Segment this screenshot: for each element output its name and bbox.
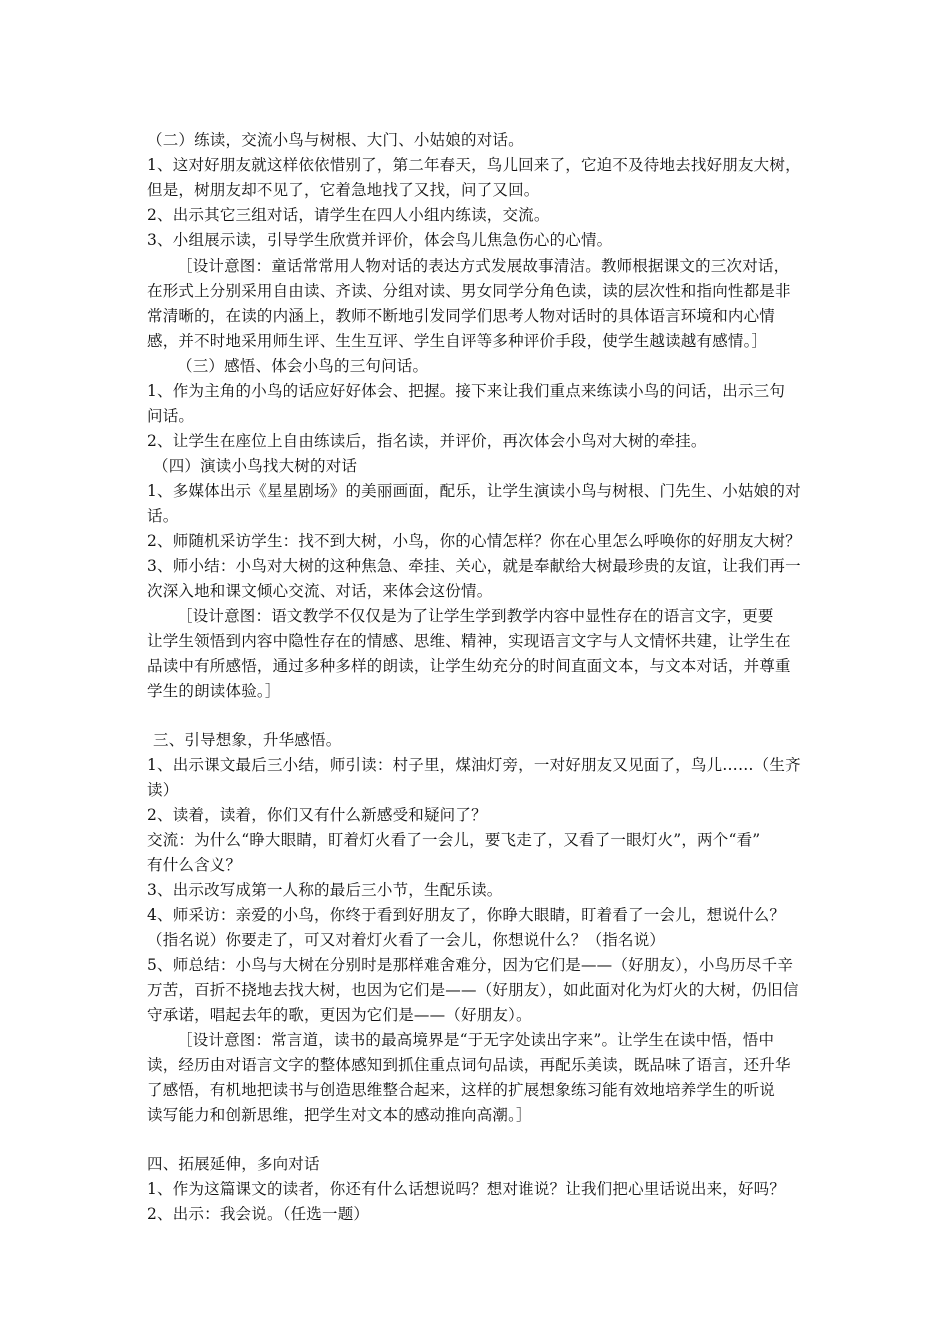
text-line: 话。 [147, 507, 179, 525]
section-heading: （二）练读，交流小鸟与树根、大门、小姑娘的对话。 [147, 131, 524, 149]
text-line: 1、这对好朋友就这样依依惜别了，第二年春天，鸟儿回来了，它迫不及待地去找好朋友大树， [147, 156, 801, 174]
text-line: 2、让学生在座位上自由练读后，指名读，并评价，再次体会小鸟对大树的牵挂。 [147, 432, 707, 450]
text-line: 3、师小结：小鸟对大树的这种焦急、牵挂、关心，就是奉献给大树最珍贵的友谊，让我们再一 [147, 557, 801, 575]
text-line: 守承诺，唱起去年的歌，更因为它们是——（好朋友）。 [147, 1006, 532, 1024]
design-intent-line: ［设计意图：童话常常用人物对话的表达方式发展故事清洁。教师根据课文的三次对话， [177, 257, 790, 275]
design-intent-line: ［设计意图：常言道，读书的最高境界是“于无字处读出字来”。让学生在读中悟，悟中 [177, 1031, 775, 1049]
text-line: 1、作为主角的小鸟的话应好好体会、把握。接下来让我们重点来练读小鸟的问话，出示三句 [147, 382, 786, 400]
text-line: 4、师采访：亲爱的小鸟，你终于看到好朋友了，你睁大眼睛，盯着看了一会儿，想说什么？ [147, 906, 786, 924]
text-line: 2、出示：我会说。（任选一题） [147, 1205, 370, 1223]
text-line: 问话。 [147, 407, 195, 425]
text-line: 1、出示课文最后三小结，师引读：村子里，煤油灯旁，一对好朋友又见面了，鸟儿……（生齐 [147, 756, 801, 774]
text-line: 品读中有所感悟，通过多种多样的朗读，让学生幼充分的时间直面文本，与文本对话，并尊重 [147, 657, 791, 675]
text-line: 交流：为什么“睁大眼睛，盯着灯火看了一会儿，要飞走了，又看了一眼灯火”，两个“看” [147, 831, 761, 849]
text-line: 让学生领悟到内容中隐性存在的情感、思维、精神，实现语言文字与人文情怀共建，让学生在 [147, 632, 791, 650]
text-line: 常清晰的，在读的内涵上，教师不断地引发同学们思考人物对话时的具体语言环境和内心情 [147, 307, 776, 325]
section-heading: 三、引导想象，升华感悟。 [153, 731, 342, 749]
text-line: 万苦，百折不挠地去找大树，也因为它们是——（好朋友），如此面对化为灯火的大树，仍旧信 [147, 981, 799, 999]
text-line: 学生的朗读体验。］ [147, 682, 281, 700]
text-line: 但是，树朋友却不见了，它着急地找了又找，问了又回。 [147, 181, 540, 199]
text-line: 2、师随机采访学生：找不到大树，小鸟，你的心情怎样？你在心里怎么呼唤你的好朋友大树？ [147, 532, 801, 550]
text-line: 3、小组展示读，引导学生欣赏并评价，体会鸟儿焦急伤心的心情。 [147, 231, 613, 249]
text-line: 1、作为这篇课文的读者，你还有什么话想说吗？想对谁说？让我们把心里话说出来，好吗？ [147, 1180, 786, 1198]
text-line: 1、多媒体出示《星星剧场》的美丽画面，配乐，让学生演读小鸟与树根、门先生、小姑娘的对 [147, 482, 801, 500]
text-line: 读） [147, 781, 179, 799]
text-line: 2、出示其它三组对话，请学生在四人小组内练读，交流。 [147, 206, 550, 224]
text-line: 读写能力和创新思维，把学生对文本的感动推向高潮。］ [147, 1106, 532, 1124]
text-line: 2、读着，读着，你们又有什么新感受和疑问了？ [147, 806, 487, 824]
text-line: 次深入地和课文倾心交流、对话，来体会这份情。 [147, 582, 493, 600]
text-line: 感，并不时地采用师生评、生生互评、学生自评等多种评价手段，使学生越读越有感情。］ [147, 332, 768, 350]
text-line: （指名说）你要走了，可又对着灯火看了一会儿，你想说什么？（指名说） [147, 931, 666, 949]
text-line: 在形式上分别采用自由读、齐读、分组对读、男女同学分角色读，读的层次性和指向性都是非 [147, 282, 791, 300]
section-heading: （四）演读小鸟找大树的对话 [153, 457, 358, 475]
text-line: 读，经历由对语言文字的整体感知到抓住重点词句品读，再配乐美读，既品味了语言，还升华 [147, 1056, 791, 1074]
text-line: 5、师总结：小鸟与大树在分别时是那样难舍难分，因为它们是——（好朋友），小鸟历尽千辛 [147, 956, 794, 974]
text-line: 有什么含义？ [147, 856, 242, 874]
section-heading: （三）感悟、体会小鸟的三句问话。 [177, 357, 429, 375]
section-heading: 四、拓展延伸，多向对话 [147, 1155, 320, 1173]
text-line: 了感悟，有机地把读书与创造思维整合起来，这样的扩展想象练习能有效地培养学生的听说 [147, 1081, 776, 1099]
text-line: 3、出示改写成第一人称的最后三小节，生配乐读。 [147, 881, 503, 899]
design-intent-line: ［设计意图：语文教学不仅仅是为了让学生学到教学内容中显性存在的语言文字，更要 [177, 607, 774, 625]
